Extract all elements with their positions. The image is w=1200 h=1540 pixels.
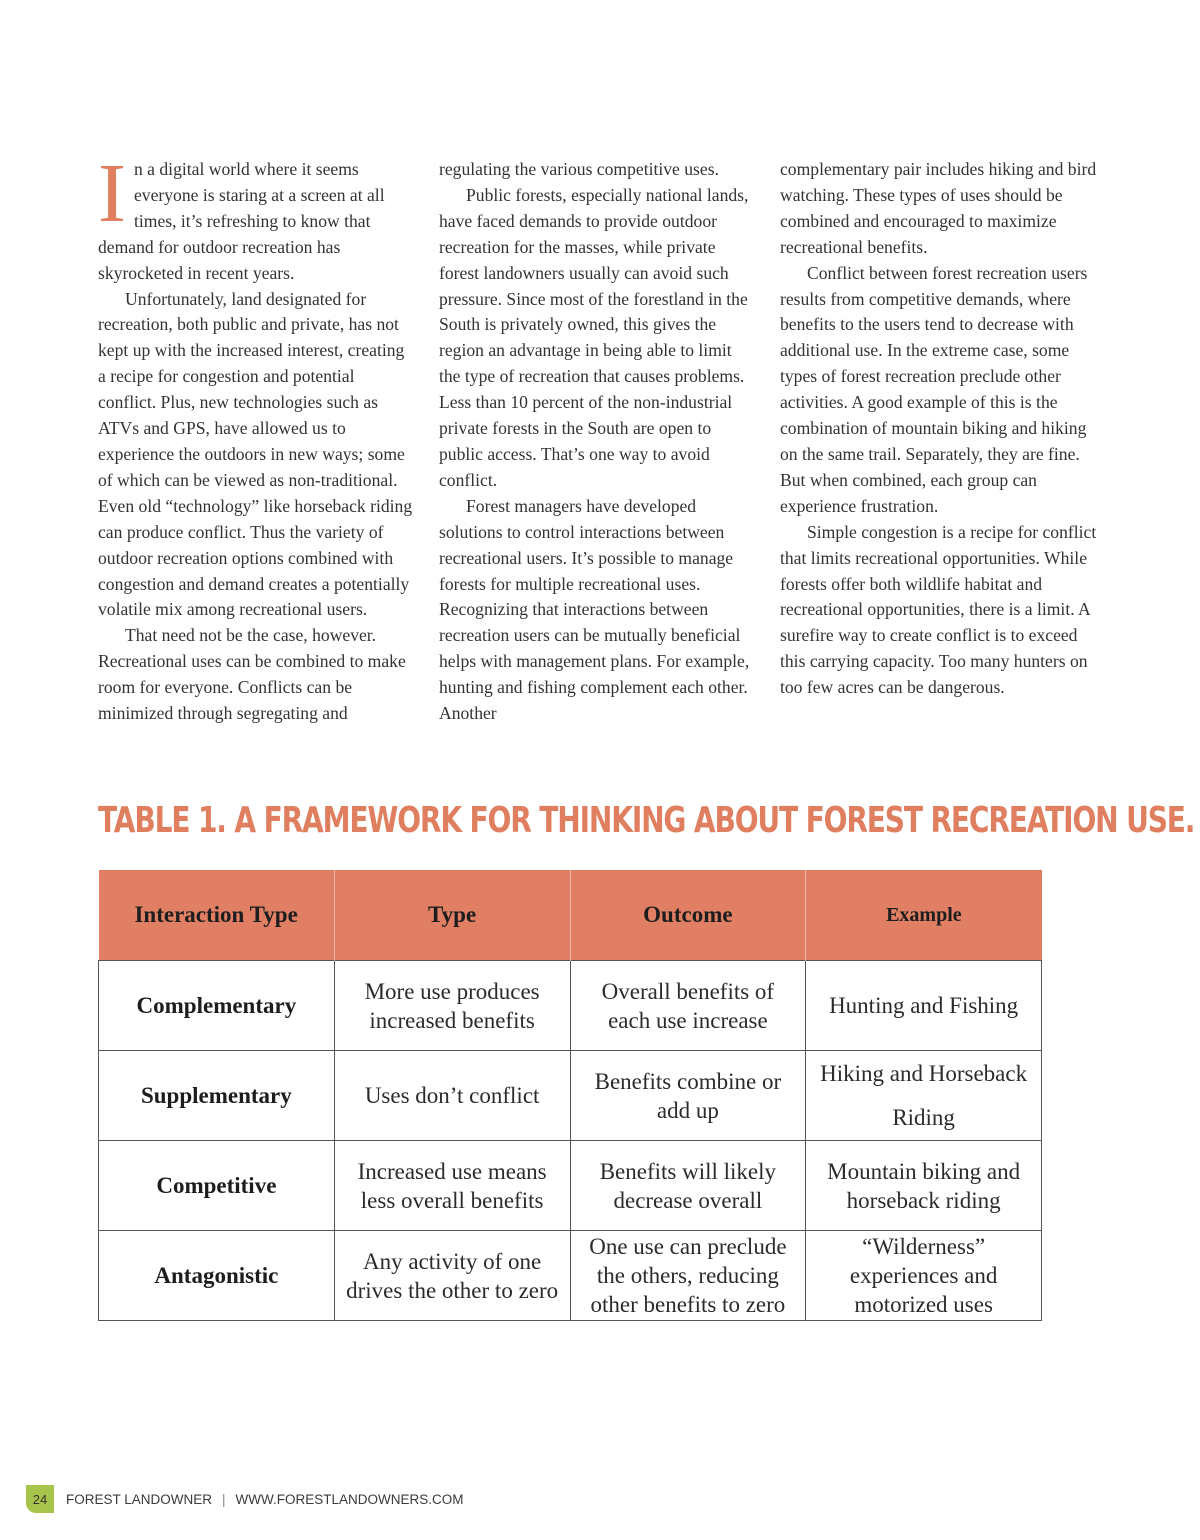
table-header-row [99, 870, 1042, 961]
paragraph-5: Public forests, especially national lands, have faced demands to provide outdoor recreation for the masses, while private forest landowners usually can avoid such pressure. Since most of the forestland in the South is privately owned, this gives the region an advantage in being able to limit the type of recreation that causes problems. Less than 10 percent of the non-industrial private forests in the South are open to public access. That’s one way to avoid conflict. [439, 184, 749, 490]
row-label: Supplementary [99, 1051, 335, 1141]
paragraph-2: Unfortunately, land designated for recreation, both public and private, has not kept up with the increased interest, creating a recipe for congestion and potential conflict. Plus, new technologies such as ATVs and GPS, have allowed us to experience the outdoors in new ways; some of which can be viewed as non-traditional. Even old “technology” like horseback riding can produce conflict. Thus the variety of outdoor recreation options combined with congestion and demand creates a potentially volatile mix among recreational users. [98, 288, 413, 620]
table-cell: Mountain biking and horseback riding [806, 1141, 1042, 1231]
table-cell: Increased use means less overall benefits [334, 1141, 570, 1231]
header-type: Type [334, 870, 570, 961]
magazine-name: FOREST LANDOWNER [66, 1491, 213, 1507]
paragraph-1 [98, 147, 416, 287]
row-label: Antagonistic [99, 1231, 335, 1321]
website-link[interactable]: WWW.FORESTLANDOWNERS.COM [235, 1491, 464, 1507]
table-row [99, 1231, 1042, 1321]
table-cell: One use can preclude the others, reducing other benefits to zero [570, 1231, 806, 1321]
article-column-1 [98, 147, 416, 767]
table-cell: Hiking and Horseback Riding [806, 1051, 1042, 1141]
table-row [99, 1051, 1042, 1141]
paragraph-1-text: n a digital world where it seems everyone is staring at a screen at all times, it’s refreshing to know that demand for outdoor recreation has skyrocketed in recent years. [98, 159, 385, 283]
paragraph-3: That need not be the case, however. Recreational uses can be combined to make room for everyone. Conflicts can be minimized through segregating and [98, 625, 406, 724]
table-cell: Uses don’t conflict [334, 1051, 570, 1141]
table-cell: Benefits combine or add up [570, 1051, 806, 1141]
article-column-2 [439, 157, 757, 767]
table-cell: Any activity of one drives the other to zero [334, 1231, 570, 1321]
table-row [99, 961, 1042, 1051]
footer-separator: | [222, 1491, 226, 1507]
article-column-3 [780, 157, 1098, 767]
paragraph-6: Forest managers have developed solutions to control interactions between recreational users. It’s possible to manage forests for multiple recreational uses. Recognizing that interactions between recreation users can be mutually beneficial helps with management plans. For example, hunting and fishing complement each other. Another [439, 495, 750, 724]
drop-cap: I [98, 147, 126, 240]
article-body [98, 147, 1098, 767]
paragraph-7: complementary pair includes hiking and bird watching. These types of uses should be combined and encouraged to maximize recreational benefits. [780, 159, 1097, 257]
table-cell: Benefits will likely decrease overall [570, 1141, 806, 1231]
page-footer [26, 1485, 464, 1513]
table-row [99, 1141, 1042, 1231]
table-cell: Hunting and Fishing [806, 961, 1042, 1051]
header-outcome: Outcome [570, 870, 806, 961]
table-cell: “Wilderness” experiences and motorized uses [806, 1231, 1042, 1321]
paragraph-9: Simple congestion is a recipe for conflict that limits recreational opportunities. While forests offer both wildlife habitat and recreational opportunities, there is a limit. A surefire way to create conflict is to exceed this carrying capacity. Too many hunters on too few acres can be dangerous. [780, 521, 1097, 698]
row-label: Competitive [99, 1141, 335, 1231]
table-cell: More use produces increased benefits [334, 961, 570, 1051]
paragraph-4: regulating the various competitive uses. [439, 159, 719, 179]
page-number: 24 [26, 1485, 54, 1513]
recreation-framework-table [98, 870, 1042, 1321]
table-title: TABLE 1. A FRAMEWORK FOR THINKING ABOUT FOREST RECREATION USE. [98, 800, 1195, 841]
row-label: Complementary [99, 961, 335, 1051]
table-cell: Overall benefits of each use increase [570, 961, 806, 1051]
paragraph-8: Conflict between forest recreation users results from competitive demands, where benefits to the users tend to decrease with additional use. In the extreme case, some types of forest recreation preclude other activities. A good example of this is the combination of mountain biking and hiking on the same trail. Separately, they are fine. But when combined, each group can experience frustration. [780, 262, 1088, 516]
header-example: Example [806, 870, 1042, 961]
header-interaction-type: Interaction Type [99, 870, 335, 961]
